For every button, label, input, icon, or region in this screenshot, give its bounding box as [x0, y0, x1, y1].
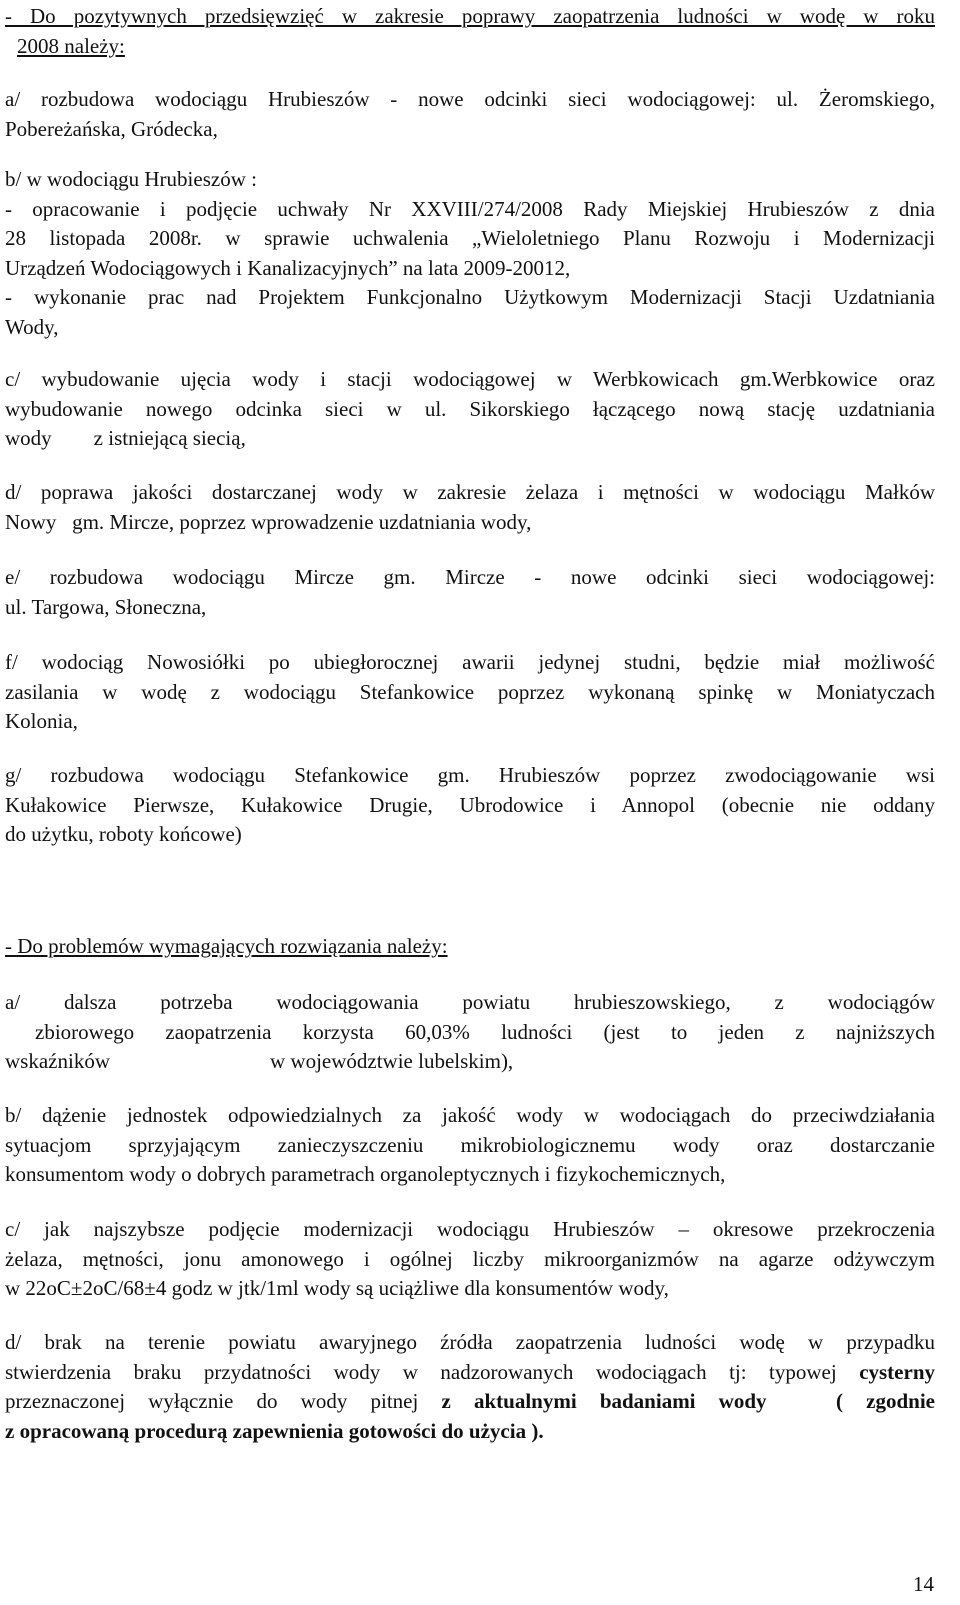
section2-item-d — [5, 1328, 935, 1446]
section2-d-line3-part1: przeznaczonej wyłącznie do wody pitnej — [5, 1389, 442, 1413]
section1-b-line3: 28 listopada 2008r. w sprawie uchwalenia „Wieloletniego Planu Rozwoju i Modernizacji — [5, 226, 935, 250]
section1-item-a — [5, 85, 935, 144]
section2-b-line2: sytuacjom sprzyjającym zanieczyszczeniu mikrobiologicznemu wody oraz dostarczanie — [5, 1132, 935, 1157]
section1-heading-line2: 2008 należy: — [17, 33, 125, 58]
section1-b-line5: - wykonanie prac nad Projektem Funkcjonalno Użytkowym Modernizacji Stacji Uzdatniania — [5, 285, 935, 309]
section2-a-line3-part2: w województwie lubelskim), — [269, 1049, 514, 1073]
section2-d-line4: z opracowaną procedurą zapewnienia gotowości do użycia ). — [5, 1418, 544, 1443]
section1-item-d — [5, 478, 935, 537]
section1-heading — [5, 2, 935, 61]
section1-b-line2: - opracowanie i podjęcie uchwały Nr XXVIII/274/2008 Rady Miejskiej Hrubieszów z dnia — [5, 196, 935, 221]
section1-b-line4: Urządzeń Wodociągowych i Kanalizacyjnych” na lata 2009-20012, — [5, 255, 571, 280]
section1-g-line3: do użytku, roboty końcowe) — [5, 822, 242, 846]
section1-b-line6: Wody, — [5, 314, 59, 339]
section1-f-line3: Kolonia, — [5, 709, 78, 733]
section1-f-line2: zasilania w wodę z wodociągu Stefankowice poprzez wykonaną spinkę w Moniatyczach — [5, 679, 935, 704]
section2-heading — [5, 932, 935, 962]
section2-b-line1: b/ dążenie jednostek odpowiedzialnych za jakość wody w wodociągach do przeciwdziałania — [5, 1103, 935, 1127]
section2-b-line3: konsumentom wody o dobrych parametrach organoleptycznych i fizykochemicznych, — [5, 1162, 726, 1186]
section1-a-line2: Pobereżańska, Gródecka, — [5, 116, 218, 141]
section2-c-line3: w 22oC±2oC/68±4 godz w jtk/1ml wody są uciążliwe dla konsumentów wody, — [5, 1276, 669, 1300]
section1-item-f — [5, 648, 935, 737]
section1-c-line3: wody z istniejącą siecią, — [5, 426, 246, 450]
section2-heading-text: - Do problemów wymagających rozwiązania należy: — [5, 934, 448, 958]
section2-a-line1: a/ dalsza potrzeba wodociągowania powiatu hrubieszowskiego, z wodociągów — [5, 990, 935, 1014]
section2-c-line2: żelaza, mętności, jonu amonowego i ogólnej liczby mikroorganizmów na agarze odżywczym — [5, 1246, 935, 1271]
section1-a-line1: a/ rozbudowa wodociągu Hrubieszów - nowe odcinki sieci wodociągowej: ul. Żeromskiego, — [5, 87, 935, 111]
section1-g-line1: g/ rozbudowa wodociągu Stefankowice gm. Hrubieszów poprzez zwodociągowanie wsi — [5, 763, 935, 787]
section1-heading-line1: - Do pozytywnych przedsięwzięć w zakresie poprawy zaopatrzenia ludności w wodę w roku — [5, 4, 935, 28]
section2-item-a — [5, 988, 935, 1077]
section2-a-line3 — [5, 1047, 935, 1077]
section2-d-line2-bold: cysterny — [859, 1359, 935, 1384]
section1-c-line2: wybudowanie nowego odcinka sieci w ul. Sikorskiego łączącego nową stację uzdatniania — [5, 396, 935, 421]
section2-a-line2: zbiorowego zaopatrzenia korzysta 60,03% ludności (jest to jeden z najniższych — [35, 1019, 935, 1044]
section1-b-line1: b/ w wodociągu Hrubieszów : — [5, 167, 257, 191]
section2-c-line1: c/ jak najszybsze podjęcie modernizacji wodociągu Hrubieszów – okresowe przekroczenia — [5, 1217, 935, 1241]
page-number: 14 — [913, 1572, 934, 1596]
section1-f-line1: f/ wodociąg Nowosiółki po ubiegłorocznej awarii jedynej studni, będzie miał możliwość — [5, 650, 935, 674]
section1-item-g — [5, 761, 935, 850]
section1-item-c — [5, 365, 935, 454]
section2-a-line3-part1: wskaźników — [5, 1049, 110, 1073]
section1-e-line1: e/ rozbudowa wodociągu Mircze gm. Mircze - nowe odcinki sieci wodociągowej: — [5, 565, 935, 589]
section1-item-b — [5, 165, 935, 342]
section1-item-e — [5, 563, 935, 622]
section1-c-line1: c/ wybudowanie ujęcia wody i stacji wodociągowej w Werbkowicach gm.Werbkowice oraz — [5, 367, 935, 391]
section2-d-line3 — [5, 1387, 935, 1417]
section1-e-line2: ul. Targowa, Słoneczna, — [5, 594, 207, 619]
section1-d-line2: Nowy gm. Mircze, poprzez wprowadzenie uzdatniania wody, — [5, 509, 532, 534]
section2-d-line2-part1: stwierdzenia braku przydatności wody w nadzorowanych wodociągach tj: typowej — [5, 1359, 860, 1384]
section2-item-c — [5, 1215, 935, 1304]
section1-g-line2: Kułakowice Pierwsze, Kułakowice Drugie, Ubrodowice i Annopol (obecnie nie oddany — [5, 792, 935, 817]
section2-item-b — [5, 1101, 935, 1190]
section2-d-line2 — [5, 1358, 935, 1388]
section2-d-line3-bold: z aktualnymi badaniami wody ( zgodnie — [441, 1389, 935, 1413]
section1-d-line1: d/ poprawa jakości dostarczanej wody w zakresie żelaza i mętności w wodociągu Małków — [5, 480, 935, 504]
section2-d-line1: d/ brak na terenie powiatu awaryjnego źródła zaopatrzenia ludności wodę w przypadku — [5, 1330, 935, 1354]
